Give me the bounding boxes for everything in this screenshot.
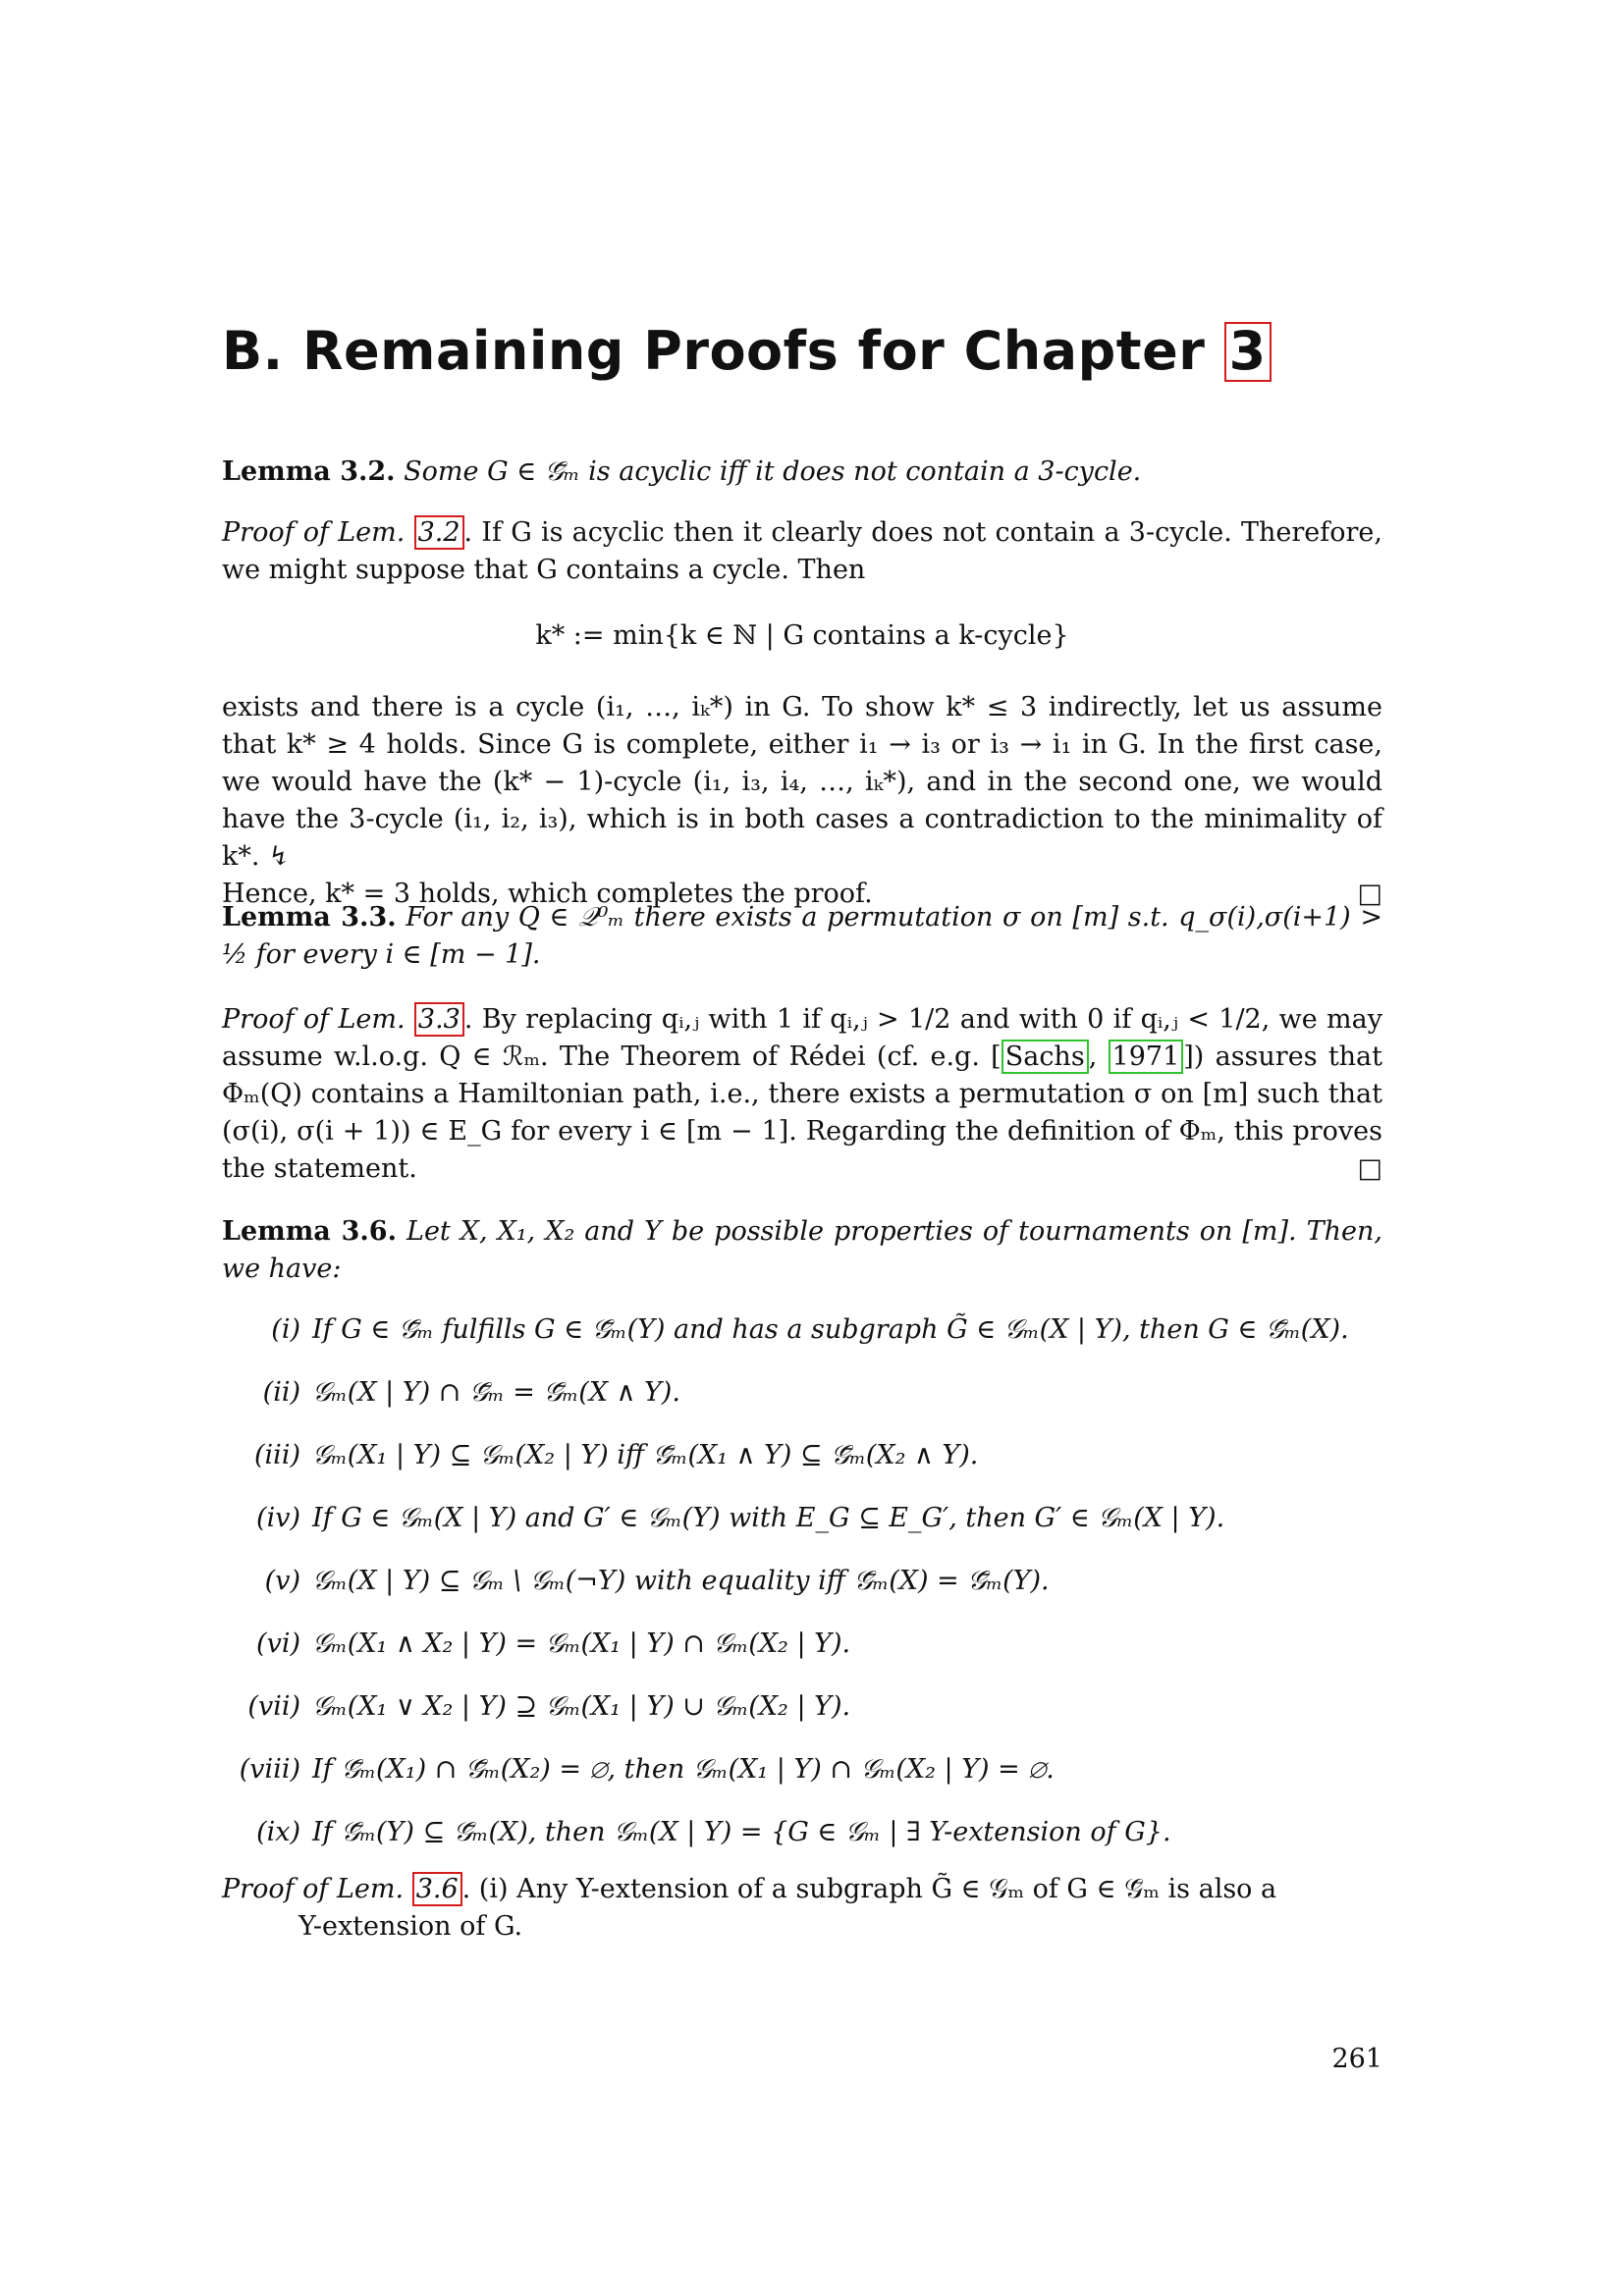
item-text: If G ∈ 𝒢ₘ(X | Y) and G′ ∈ 𝒢ₘ(Y) with E_G ⊆ E_G′, then G′ ∈ 𝒢ₘ(X | Y).: [312, 1503, 1225, 1533]
list-item: [222, 1814, 1382, 1877]
proof-head: Proof of Lem.: [222, 1874, 405, 1904]
list-item: [222, 1688, 1382, 1751]
item-label: (ii): [262, 1377, 300, 1408]
proof-3-3: Proof of Lem. 3.3 . By replacing qᵢ,ⱼ with 1 if qᵢ,ⱼ > 1/2 and with 0 if qᵢ,ⱼ < 1/2, we may assume w.l.o.g. Q ∈ ℛₘ. The Theorem of Rédei (cf. e.g. [ Sachs , 1971 ]) assures that Φₘ(Q) contains a Hamiltonian path, i.e., there exists a permutation σ on [m] such that (σ(i), σ(i + 1)) ∈ E_G for every i ∈ [m − 1]. Regarding the definition of Φₘ, this proves the statement. □: [222, 1001, 1382, 1188]
display-equation: k* := min{k ∈ ℕ | G contains a k-cycle}: [535, 620, 1069, 651]
list-item: [222, 1626, 1382, 1688]
citation-author-link[interactable]: Sachs: [1001, 1040, 1089, 1074]
item-text: 𝒢ₘ(X | Y) ∩ 𝒢̄ₘ = 𝒢̄ₘ(X ∧ Y).: [312, 1377, 680, 1408]
proof-head: Proof of Lem.: [222, 517, 406, 548]
citation-year-link[interactable]: 1971: [1109, 1040, 1184, 1074]
list-item: [222, 1563, 1382, 1626]
list-item: [222, 1437, 1382, 1500]
list-item: [222, 1751, 1382, 1814]
proof-3-2-body: [222, 689, 1382, 913]
lemma-head: Lemma 3.2.: [222, 456, 396, 487]
lemma-statement: Let X, X₁, X₂ and Y be possible properties of tournaments on [m]. Then, we have:: [222, 1216, 1382, 1284]
proof-text: exists and there is a cycle (i₁, …, iₖ*) in G. To show k* ≤ 3 indirectly, let us assume that k* ≥ 4 holds. Since G is complete, either i₁ → i₃ or i₃ → i₁ in G. In the first case, we would have the (k* − 1)-cycle (i₁, i₃, i₄, …, iₖ*), and in the second one, we would have the 3-cycle (i₁, i₂, i₃), which is in both cases a contradiction to the minimality of k*. ↯: [222, 692, 1382, 872]
proof-text-continued: Y-extension of G.: [298, 1911, 523, 1942]
item-text: 𝒢ₘ(X₁ | Y) ⊆ 𝒢ₘ(X₂ | Y) iff 𝒢̄ₘ(X₁ ∧ Y) ⊆ 𝒢̄ₘ(X₂ ∧ Y).: [312, 1440, 979, 1470]
item-label: (iii): [254, 1440, 300, 1470]
item-label: (vi): [256, 1629, 300, 1659]
lemma-3-3: [222, 899, 1382, 974]
item-text: If G ∈ 𝒢̄ₘ fulfills G ∈ 𝒢̄ₘ(Y) and has a subgraph G̃ ∈ 𝒢ₘ(X | Y), then G ∈ 𝒢̄ₘ(X).: [312, 1314, 1349, 1345]
proof-3-6: [222, 1871, 1382, 1946]
chapter-heading: [222, 320, 1272, 382]
lemma-head: Lemma 3.3.: [222, 902, 397, 933]
item-text: If 𝒢̄ₘ(Y) ⊆ 𝒢̄ₘ(X), then 𝒢ₘ(X | Y) = {G ∈ 𝒢ₘ | ∃ Y-extension of G}.: [312, 1817, 1171, 1847]
lemma-statement: For any Q ∈ 𝒬⁰ₘ there exists a permutation σ on [m] s.t. q_σ(i),σ(i+1) > ½ for every i ∈ [m − 1].: [222, 902, 1382, 970]
lemma-ref-link[interactable]: 3.3: [414, 1002, 464, 1037]
item-label: (ix): [256, 1817, 300, 1847]
lemma-statement: Some G ∈ 𝒢̄ₘ is acyclic iff it does not contain a 3-cycle.: [404, 456, 1142, 487]
proof-3-2: [222, 514, 1382, 589]
item-text: If 𝒢̄ₘ(X₁) ∩ 𝒢̄ₘ(X₂) = ∅, then 𝒢ₘ(X₁ | Y) ∩ 𝒢ₘ(X₂ | Y) = ∅.: [312, 1754, 1055, 1785]
list-item: [222, 1374, 1382, 1437]
item-label: (vii): [247, 1691, 300, 1722]
item-label: (iv): [256, 1503, 300, 1533]
item-label: (viii): [239, 1754, 300, 1785]
proof-text: . If G is acyclic then it clearly does not contain a 3-cycle. Therefore, we might suppose that G contains a cycle. Then: [222, 517, 1382, 585]
chapter-ref-link[interactable]: 3: [1224, 322, 1272, 382]
lemma-ref-link[interactable]: 3.2: [414, 515, 464, 550]
item-label: (v): [264, 1566, 300, 1596]
item-text: 𝒢ₘ(X | Y) ⊆ 𝒢ₘ \ 𝒢ₘ(¬Y) with equality iff 𝒢̄ₘ(X) = 𝒢̄ₘ(Y).: [312, 1566, 1050, 1596]
proof-text: Hence, k* = 3 holds, which completes the proof.: [222, 879, 873, 909]
lemma-3-2: [222, 454, 1382, 491]
item-label: (i): [271, 1314, 300, 1345]
proof-text: ]) assures that Φₘ(Q) contains a Hamiltonian path, i.e., there exists a permutation σ on [m] such that (σ(i), σ(i + 1)) ∈ E_G for every i ∈ [m − 1]. Regarding the definition of Φₘ, this proves the statement.: [222, 1041, 1383, 1184]
qed-symbol: □: [1357, 1153, 1382, 1184]
lemma-head: Lemma 3.6.: [222, 1216, 397, 1247]
proof-text: . By replacing qᵢ,ⱼ with 1 if qᵢ,ⱼ > 1/2 and with 0 if qᵢ,ⱼ < 1/2, we may assume w.l.o.g. Q ∈ ℛₘ. The Theorem of Rédei (cf. e.g. [: [222, 1004, 1382, 1072]
item-text: 𝒢ₘ(X₁ ∨ X₂ | Y) ⊇ 𝒢ₘ(X₁ | Y) ∪ 𝒢ₘ(X₂ | Y).: [312, 1691, 851, 1722]
list-item: [222, 1311, 1382, 1374]
lemma-3-6: [222, 1213, 1382, 1288]
page-number: 261: [1331, 2044, 1382, 2074]
chapter-title: B. Remaining Proofs for Chapter: [222, 320, 1206, 382]
proof-text: . (i) Any Y-extension of a subgraph G̃ ∈ 𝒢ₘ of G ∈ 𝒢̄ₘ is also a: [461, 1874, 1277, 1904]
lemma-ref-link[interactable]: 3.6: [412, 1872, 462, 1906]
list-item: [222, 1500, 1382, 1563]
item-text: 𝒢ₘ(X₁ ∧ X₂ | Y) = 𝒢ₘ(X₁ | Y) ∩ 𝒢ₘ(X₂ | Y).: [312, 1629, 851, 1659]
qed-symbol: □: [1357, 879, 1382, 909]
proof-head: Proof of Lem.: [222, 1004, 406, 1035]
lemma-3-6-items: [222, 1311, 1382, 1877]
